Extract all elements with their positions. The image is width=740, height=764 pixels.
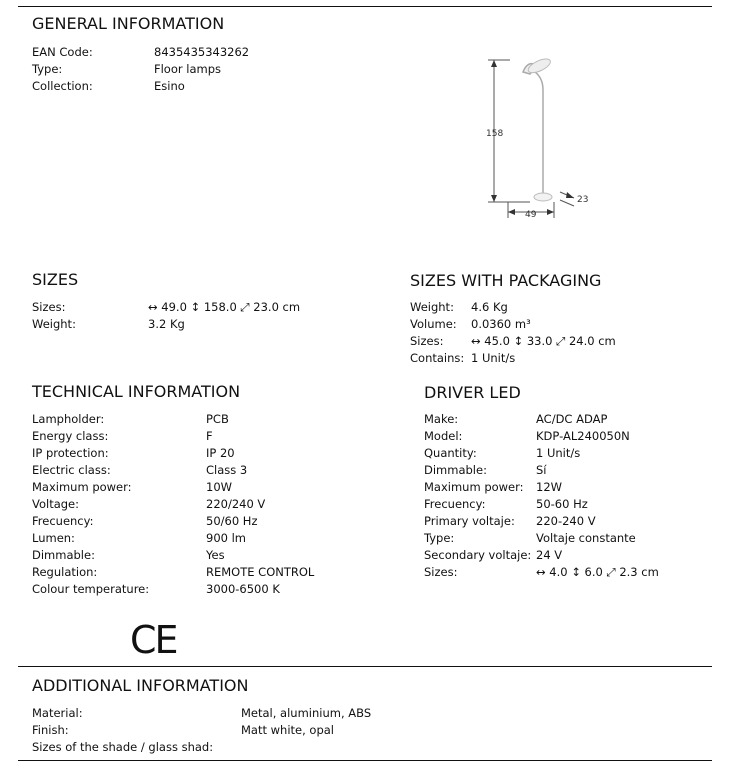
width-dimension-label: 49 xyxy=(525,210,537,220)
row-label: Maximum power: xyxy=(32,480,132,494)
row-label: Model: xyxy=(424,429,463,443)
driver-led-title: DRIVER LED xyxy=(424,383,521,402)
row-value: 24 V xyxy=(536,548,563,562)
row-label: Lumen: xyxy=(32,531,75,545)
row-value: 1 Unit/s xyxy=(536,446,581,460)
height-dimension-label: 158 xyxy=(486,129,504,139)
row-label: Contains: xyxy=(410,351,465,365)
general-info-title: GENERAL INFORMATION xyxy=(32,14,225,33)
additional-info-title: ADDITIONAL INFORMATION xyxy=(32,676,249,695)
row-value: IP 20 xyxy=(206,446,235,460)
row-label: Make: xyxy=(424,412,459,426)
row-label: Lampholder: xyxy=(32,412,105,426)
row-label: Type: xyxy=(424,531,455,545)
row-value: 50/60 Hz xyxy=(206,514,258,528)
row-label: Frecuency: xyxy=(32,514,94,528)
row-value: 50-60 Hz xyxy=(536,497,588,511)
ce-mark-icon: CE xyxy=(130,618,177,662)
lamp-dimension-diagram xyxy=(470,50,610,225)
floor-lamp-icon xyxy=(523,64,543,196)
row-label: Voltage: xyxy=(32,497,80,511)
packaging-title: SIZES WITH PACKAGING xyxy=(410,271,602,290)
additional-divider xyxy=(18,666,712,667)
row-value: KDP-AL240050N xyxy=(536,429,630,443)
row-value: 4.6 Kg xyxy=(471,300,508,314)
row-label: Regulation: xyxy=(32,565,98,579)
row-label: IP protection: xyxy=(32,446,109,460)
row-label: Frecuency: xyxy=(424,497,486,511)
row-value: ↔ 49.0 ↕ 158.0 ⤢ 23.0 cm xyxy=(148,300,301,314)
technical-info-title: TECHNICAL INFORMATION xyxy=(32,382,241,401)
row-value: Matt white, opal xyxy=(241,723,335,737)
row-label: Dimmable: xyxy=(424,463,487,477)
row-label: Sizes: xyxy=(32,300,66,314)
bottom-divider xyxy=(18,760,712,761)
row-value: AC/DC ADAP xyxy=(536,412,608,426)
row-value: Voltaje constante xyxy=(536,531,636,545)
row-label: Electric class: xyxy=(32,463,111,477)
row-label: Colour temperature: xyxy=(32,582,150,596)
sizes-title: SIZES xyxy=(32,270,79,289)
row-value: 3000-6500 K xyxy=(206,582,280,596)
row-value: Sí xyxy=(536,463,547,477)
row-value: Floor lamps xyxy=(154,62,222,76)
row-label: Weight: xyxy=(32,317,76,331)
row-value: Class 3 xyxy=(206,463,248,477)
row-label: Weight: xyxy=(410,300,454,314)
row-value: 1 Unit/s xyxy=(471,351,516,365)
row-value: ↔ 45.0 ↕ 33.0 ⤢ 24.0 cm xyxy=(471,334,616,348)
row-value: F xyxy=(206,429,213,443)
row-label: Sizes: xyxy=(424,565,458,579)
row-value: 220/240 V xyxy=(206,497,266,511)
depth-dimension-label: 23 xyxy=(577,195,589,205)
row-value: REMOTE CONTROL xyxy=(206,565,315,579)
row-label: EAN Code: xyxy=(32,45,93,59)
row-label: Finish: xyxy=(32,723,69,737)
row-label: Type: xyxy=(32,62,63,76)
row-label: Material: xyxy=(32,706,83,720)
row-value: 0.0360 m³ xyxy=(471,317,531,331)
row-value: Esino xyxy=(154,79,185,93)
row-label: Collection: xyxy=(32,79,93,93)
row-value: 8435435343262 xyxy=(154,45,250,59)
row-label: Secondary voltaje: xyxy=(424,548,532,562)
row-label: Energy class: xyxy=(32,429,109,443)
row-value: 10W xyxy=(206,480,233,494)
row-label: Sizes: xyxy=(410,334,444,348)
row-value: 220-240 V xyxy=(536,514,596,528)
row-value: PCB xyxy=(206,412,229,426)
row-label: Dimmable: xyxy=(32,548,95,562)
row-label: Maximum power: xyxy=(424,480,524,494)
row-value: ↔ 4.0 ↕ 6.0 ⤢ 2.3 cm xyxy=(536,565,659,579)
row-label: Primary voltaje: xyxy=(424,514,515,528)
row-label: Quantity: xyxy=(424,446,477,460)
top-divider xyxy=(18,6,712,7)
row-label: Sizes of the shade / glass shad: xyxy=(32,740,214,754)
row-value: Yes xyxy=(206,548,225,562)
row-label: Volume: xyxy=(410,317,457,331)
row-value: 900 lm xyxy=(206,531,247,545)
row-value: 3.2 Kg xyxy=(148,317,185,331)
row-value: Metal, aluminium, ABS xyxy=(241,706,372,720)
row-value: 12W xyxy=(536,480,563,494)
